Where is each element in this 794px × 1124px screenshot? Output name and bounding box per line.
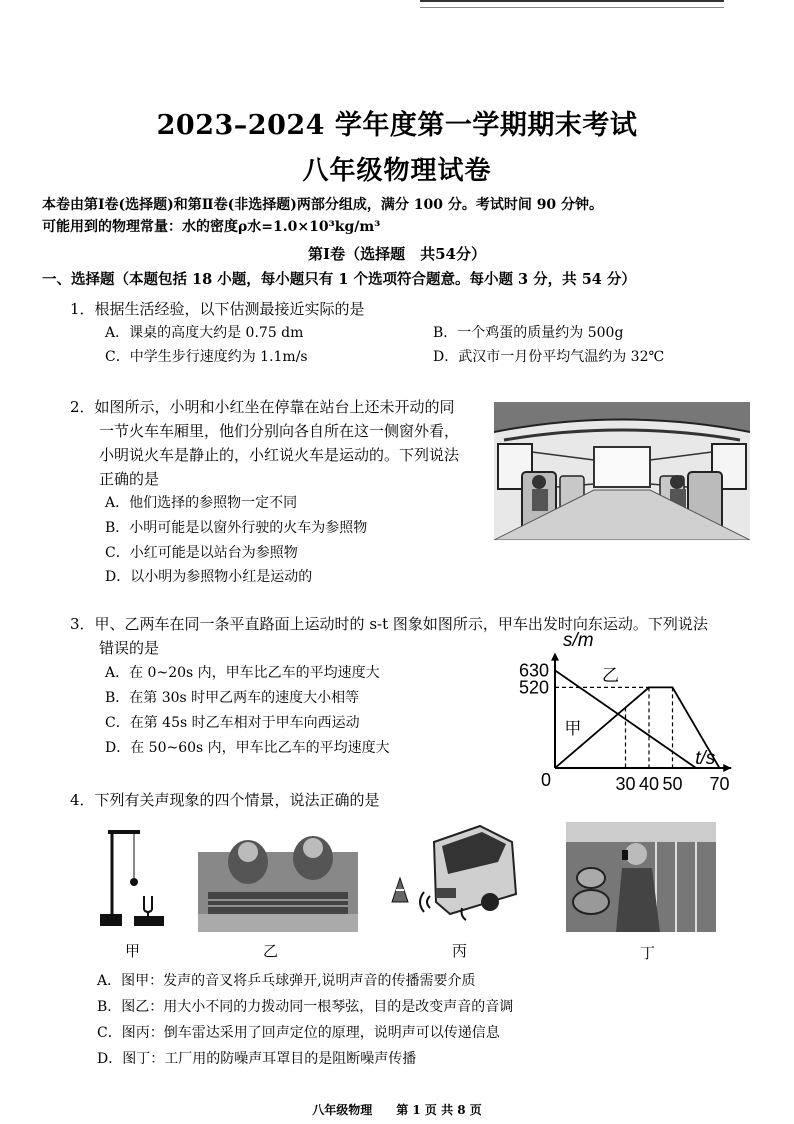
q3-option-c: C．在第 45s 时乙车相对于甲车向西运动: [105, 715, 360, 731]
q2-line-4: 正确的是: [99, 470, 160, 488]
caption-jia: 甲: [125, 942, 141, 960]
q1-stem: 1．根据生活经验，以下估测最接近实际的是: [70, 300, 365, 318]
q2-option-c: C．小红可能是以站台为参照物: [105, 545, 298, 561]
x-tick-40: 40: [638, 774, 660, 794]
y-tick-630: 630: [518, 660, 549, 681]
q1-option-a: A．课桌的高度大约是 0.75 dm: [105, 325, 304, 341]
tuning-fork-figure: [98, 826, 168, 930]
intro-line-2: 可能用到的物理常量：水的密度ρ水=1.0×10³kg/m³: [42, 219, 381, 235]
origin-label: 0: [541, 770, 552, 790]
factory-earmuff-figure: [566, 822, 716, 932]
caption-yi: 乙: [263, 942, 279, 960]
exam-title: 2023–2024 学年度第一学期期末考试: [156, 110, 638, 141]
instrument-players-figure: [198, 822, 358, 932]
q2-line-3: 小明说火车是静止的，小红说火车是运动的。下列说法: [99, 446, 460, 464]
y-tick-520: 520: [518, 677, 549, 698]
x-axis-label: t/s: [695, 748, 716, 769]
q2-line-1: 2．如图所示，小明和小红坐在停靠在站台上还未开动的同: [70, 398, 455, 416]
caption-ding: 丁: [640, 944, 656, 962]
section-heading: 一、选择题（本题包括 18 小题，每小题只有 1 个选项符合题意。每小题 3 分，共 54 分）: [42, 271, 636, 288]
s-t-graph: [505, 628, 750, 800]
caption-bing: 丙: [452, 942, 468, 960]
intro-line-1: 本卷由第Ⅰ卷(选择题)和第Ⅱ卷(非选择题)两部分组成，满分 100 分。考试时间 90 分钟。: [42, 197, 604, 213]
q1-option-d: D．武汉市一月份平均气温约为 32℃: [433, 349, 665, 365]
q4-option-a: A．图甲：发声的音叉将乒乓球弹开,说明声音的传播需要介质: [97, 973, 476, 989]
y-axis-arrow: [551, 653, 559, 661]
q4-option-b: B．图乙：用大小不同的力拨动同一根琴弦，目的是改变声音的音调: [97, 999, 514, 1015]
q3-line-1: 3．甲、乙两车在同一条平直路面上运动时的 s-t 图象如图所示，甲车出发时向东运动。下列说法: [70, 615, 708, 633]
q2-option-b: B．小明可能是以窗外行驶的火车为参照物: [105, 520, 368, 536]
q4-stem: 4．下列有关声现象的四个情景，说法正确的是: [70, 791, 380, 809]
series-label-jia: 甲: [564, 718, 582, 739]
scan-top-rule: [420, 0, 724, 8]
x-tick-70: 70: [709, 774, 730, 794]
y-axis-label: s/m: [563, 630, 594, 651]
q4-option-c: C．图丙：倒车雷达采用了回声定位的原理，说明声可以传递信息: [97, 1025, 500, 1041]
exam-subtitle: 八年级物理试卷: [302, 156, 492, 186]
q3-line-2: 错误的是: [99, 639, 160, 657]
page-footer: 八年级物理 第 1 页 共 8 页: [312, 1103, 482, 1117]
x-tick-30: 30: [615, 774, 636, 794]
part1-heading: 第Ⅰ卷（选择题 共54分）: [308, 245, 486, 263]
x-axis-arrow: [723, 764, 731, 772]
x-tick-50: 50: [662, 774, 683, 794]
train-carriage-figure: [494, 402, 750, 540]
series-label-yi: 乙: [602, 666, 619, 687]
reversing-radar-figure: [390, 822, 520, 922]
q3-option-d: D．在 50~60s 内，甲车比乙车的平均速度大: [105, 740, 390, 756]
q2-line-2: 一节火车车厢里，他们分别向各自所在这一侧窗外看，: [99, 422, 460, 440]
q3-option-b: B．在第 30s 时甲乙两车的速度大小相等: [105, 690, 360, 706]
q4-option-d: D．图丁：工厂用的防噪声耳罩目的是阻断噪声传播: [97, 1051, 417, 1067]
q2-option-d: D．以小明为参照物小红是运动的: [105, 569, 313, 585]
q1-option-b: B．一个鸡蛋的质量约为 500g: [433, 325, 624, 341]
q1-option-c: C．中学生步行速度约为 1.1m/s: [105, 349, 308, 365]
q2-option-a: A．他们选择的参照物一定不同: [105, 495, 298, 511]
q3-option-a: A．在 0~20s 内，甲车比乙车的平均速度大: [105, 665, 380, 681]
